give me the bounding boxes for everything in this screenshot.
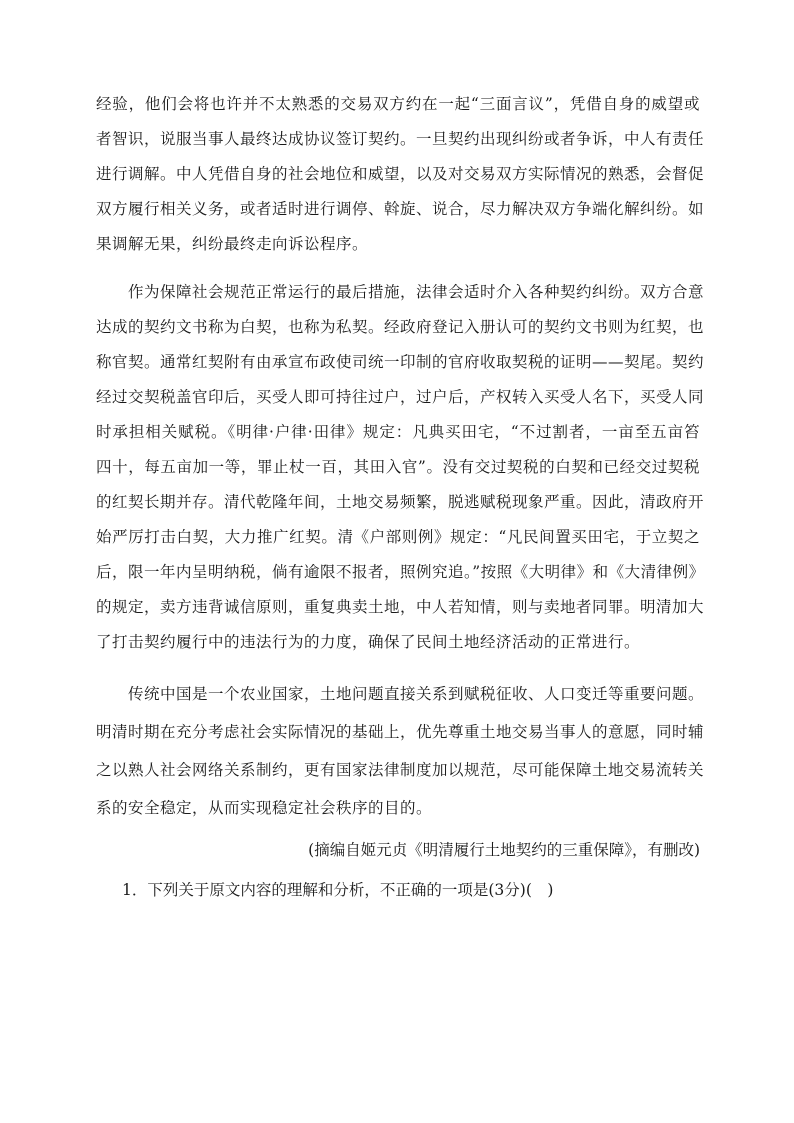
paragraph-2-line-8: 始严厉打击白契，大力推广红契。清《户部则例》规定：“凡民间置买田宅，于立契之 [96,528,700,546]
paragraph-2-line-11: 了打击契约履行中的违法行为的力度，确保了民间土地经济活动的正常进行。 [96,633,641,651]
paragraph-2-line-6: 四十，每五亩加一等，罪止杖一百，其田入官”。没有交过契税的白契和已经交过契税 [96,458,700,476]
paragraph-1-line-2: 者智识，说服当事人最终达成协议签订契约。一旦契约出现纠纷或者争诉，中人有责任 [96,130,705,148]
paragraph-1-line-4: 双方履行相关义务，或者适时进行调停、斡旋、说合，尽力解决双方争端化解纠纷。如 [96,200,705,218]
paragraph-2-line-2: 达成的契约文书称为白契，也称为私契。经政府登记入册认可的契约文书则为红契，也 [96,318,705,336]
paragraph-3-line-4: 系的安全稳定，从而实现稳定社会秩序的目的。 [96,799,433,817]
paragraph-3-line-2: 明清时期在充分考虑社会实际情况的基础上，优先尊重土地交易当事人的意愿，同时辅 [96,723,705,741]
paragraph-2-line-7: 的红契长期并存。清代乾隆年间，土地交易频繁，脱逃赋税现象严重。因此，清政府开 [96,493,705,511]
paragraph-1-line-3: 进行调解。中人凭借自身的社会地位和威望，以及对交易双方实际情况的熟悉，会督促 [96,165,705,183]
paragraph-2-line-3: 称官契。通常红契附有由承宣布政使司统一印制的官府收取契税的证明——契尾。契约 [96,353,705,371]
paragraph-3-line-1: 传统中国是一个农业国家，土地问题直接关系到赋税征收、人口变迁等重要问题。 [128,685,705,703]
paragraph-1-line-1: 经验，他们会将也许并不太熟悉的交易双方约在一起“三面言议”，凭借自身的威望或 [96,95,700,113]
paragraph-2-line-4: 经过交契税盖官印后，买受人即可持往过户，过户后，产权转入买受人名下，买受人同 [96,388,705,406]
question-1: 1．下列关于原文内容的理解和分析，不正确的一项是(3分)( ) [122,881,554,899]
paragraph-1-line-5: 果调解无果，纠纷最终走向诉讼程序。 [96,235,369,253]
paragraph-3-line-3: 之以熟人社会网络关系制约，更有国家法律制度加以规范，尽可能保障土地交易流转关 [96,761,705,779]
paragraph-2-line-5: 时承担相关赋税。《明律·户律·田律》规定：凡典买田宅，“不过割者，一亩至五亩笞 [96,423,700,441]
paragraph-2-line-10: 的规定，卖方违背诚信原则，重复典卖土地，中人若知情，则与卖地者同罪。明清加大 [96,598,705,616]
paragraph-2-line-1: 作为保障社会规范正常运行的最后措施，法律会适时介入各种契约纠纷。双方合意 [128,283,705,301]
paragraph-2-line-9: 后，限一年内呈明纳税，倘有逾限不报者，照例究追。”按照《大明律》和《大清律例》 [96,563,705,581]
source-attribution: (摘编自姬元贞《明清履行土地契约的三重保障》，有删改) [308,841,700,859]
